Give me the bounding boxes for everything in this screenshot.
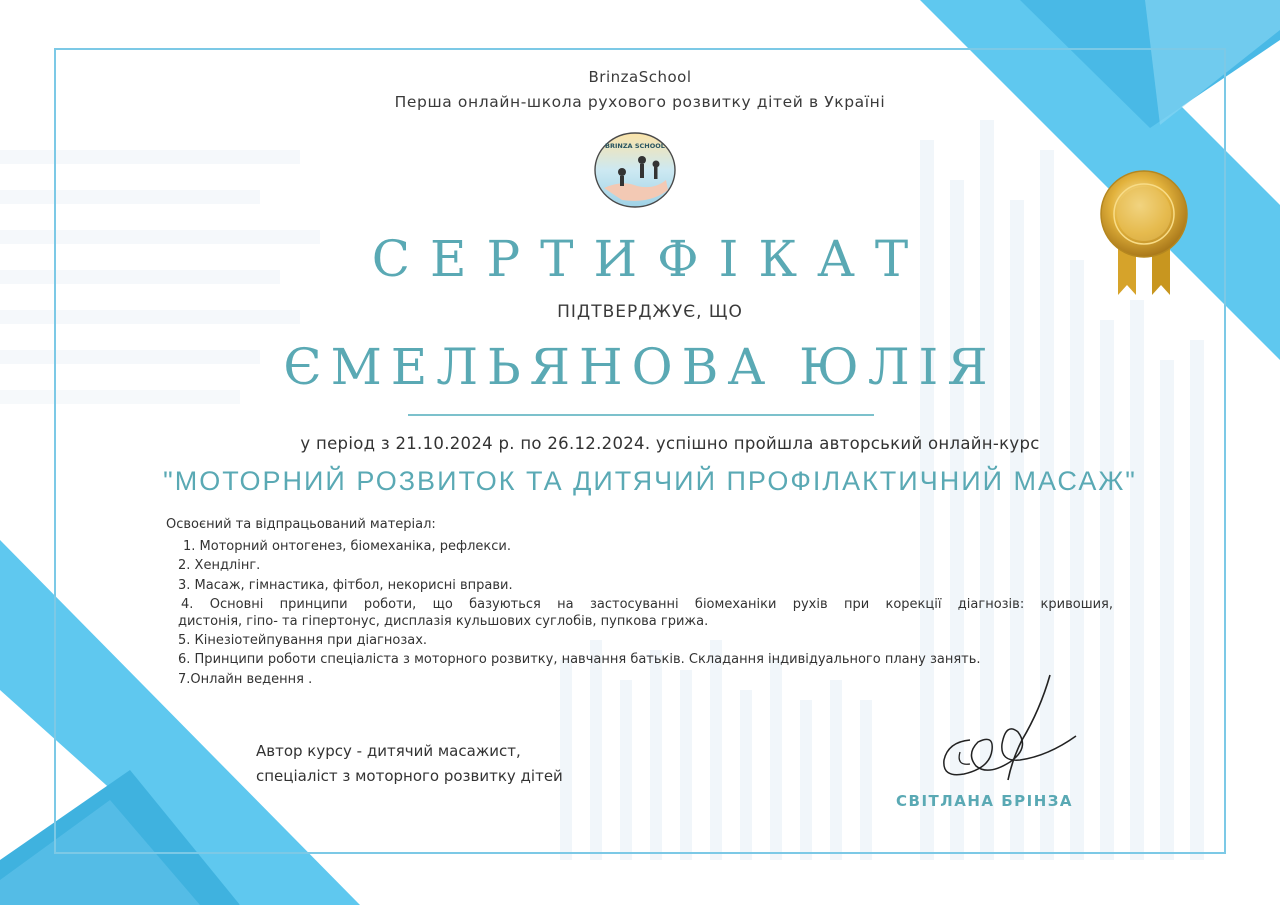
school-name: BrinzaSchool xyxy=(588,68,692,86)
list-item: 3. Масаж, гімнастика, фітбол, некорисні вправи. xyxy=(178,577,513,593)
list-item: 4. Основні принципи роботи, що базуються на застосуванні біомеханіки рухів при корекції діагнозів: кривошия, xyxy=(181,597,1113,613)
name-underline xyxy=(408,414,874,416)
materials-list xyxy=(178,537,1118,689)
author-role xyxy=(256,739,563,789)
confirms-text: ПІДТВЕРДЖУЄ, ЩО xyxy=(557,302,743,322)
list-item: 5. Кінезіотейпування при діагнозах. xyxy=(178,633,428,649)
certificate-title: СЕРТИФІКАТ xyxy=(371,230,929,288)
school-subtitle: Перша онлайн-школа рухового розвитку дітей в Україні xyxy=(394,93,886,111)
logo-text: BRINZA SCHOOL xyxy=(605,142,665,150)
list-item: 1. Моторний онтогенез, біомеханіка, рефлекси. xyxy=(183,539,511,554)
list-item: 2. Хендлінг. xyxy=(178,558,261,574)
author-name: СВІТЛАНА БРІНЗА xyxy=(896,792,1074,810)
author-role-line: спеціаліст з моторного розвитку дітей xyxy=(256,767,563,785)
course-title: "МОТОРНИЙ РОЗВИТОК ТА ДИТЯЧИЙ ПРОФІЛАКТИЧНИЙ МАСАЖ" xyxy=(163,466,1137,496)
list-item: дистонія, гіпо- та гіпертонус, дисплазія кульшових суглобів, пупкова грижа. xyxy=(178,613,709,629)
course-period: у період з 21.10.2024 р. по 26.12.2024. успішно пройшла авторський онлайн-курс xyxy=(300,434,1040,453)
author-signature xyxy=(930,670,1080,790)
author-role-line: Автор курсу - дитячий масажист, xyxy=(256,742,521,760)
list-item: 6. Принципи роботи спеціаліста з моторного розвитку, навчання батьків. Складання індивідуального плану занять. xyxy=(178,652,981,668)
recipient-name: ЄМЕЛЬЯНОВА ЮЛІЯ xyxy=(283,338,997,396)
school-logo xyxy=(592,130,678,210)
materials-label: Освоєний та відпрацьований матеріал: xyxy=(166,517,436,532)
list-item: 7.Онлайн ведення . xyxy=(178,671,313,687)
